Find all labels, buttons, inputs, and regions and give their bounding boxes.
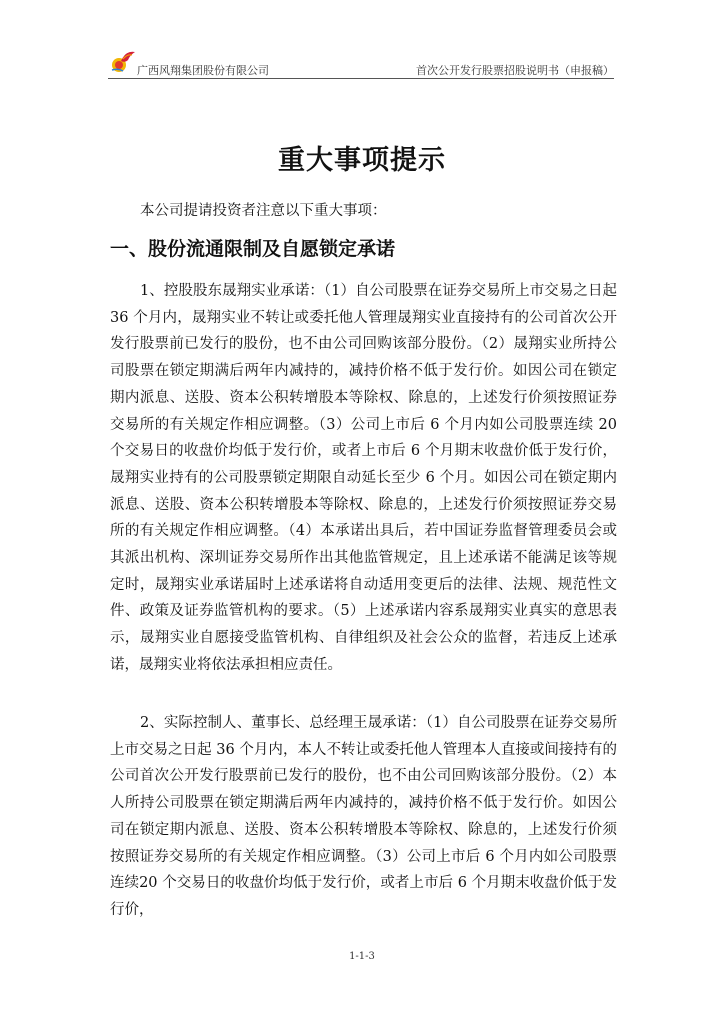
page-number: 1-1-3 — [349, 951, 375, 962]
page-header — [108, 56, 614, 79]
company-name: 广西风翔集团股份有限公司 — [137, 64, 269, 77]
section-heading: 一、股份流通限制及自愿锁定承诺 — [110, 238, 396, 260]
document-title: 首次公开发行股票招股说明书（申报稿） — [416, 64, 614, 77]
paragraph-actual-controller: 2、实际控制人、董事长、总经理王晟承诺：（1）自公司股票在证券交易所上市交易之日起 36 个月内，本人不转让或委托他人管理本人直接或间接持有的公司首次公开发行股票前已发行的股份，也不由公司回购该部分股份。（2）本人所持公司股票在锁定期满后两年内减持的，减持价格不低于发行价。如因公司在锁定期内派息、送股、资本公积转增股本等除权、除息的，上述发行价须按照证券交易所的有关规定作相应调整。（3）公司上市后 6 个月内如公司股票连续20 个交易日的收盘价均低于发行价，或者上市后 6 个月期末收盘价低于发行价， — [110, 715, 617, 918]
intro-text: 本公司提请投资者注意以下重大事项： — [140, 203, 387, 219]
phoenix-logo-icon — [108, 46, 138, 76]
paragraph-controlling-shareholder: 1、控股股东晟翔实业承诺：（1）自公司股票在证券交易所上市交易之日起36 个月内，晟翔实业不转让或委托他人管理晟翔实业直接持有的公司首次公开发行股票前已发行的股份，也不由公司回购该部分股份。（2）晟翔实业所持公司股票在锁定期满后两年内减持的，减持价格不低于发行价。如因公司在锁定期内派息、送股、资本公积转增股本等除权、除息的，上述发行价须按照证券交易所的有关规定作相应调整。（3）公司上市后 6 个月内如公司股票连续 20 个交易日的收盘价均低于发行价，或者上市后 6 个月期末收盘价低于发行价，晟翔实业持有的公司股票锁定期限自动延长至少 6 个月。如因公司在锁定期内派息、送股、资本公积转增股本等除权、除息的，上述发行价须按照证券交易所的有关规定作相应调整。（4）本承诺出具后，若中国证券监督管理委员会或其派出机构、深圳证券交易所作出其他监管规定，且上述承诺不能满足该等规定时，晟翔实业承诺届时上述承诺将自动适用变更后的法律、法规、规范性文件、政策及证券监管机构的要求。（5）上述承诺内容系晟翔实业真实的意思表示，晟翔实业自愿接受监管机构、自律组织及社会公众的监督，若违反上述承诺，晟翔实业将依法承担相应责任。 — [110, 283, 617, 673]
page-title: 重大事项提示 — [278, 145, 446, 176]
